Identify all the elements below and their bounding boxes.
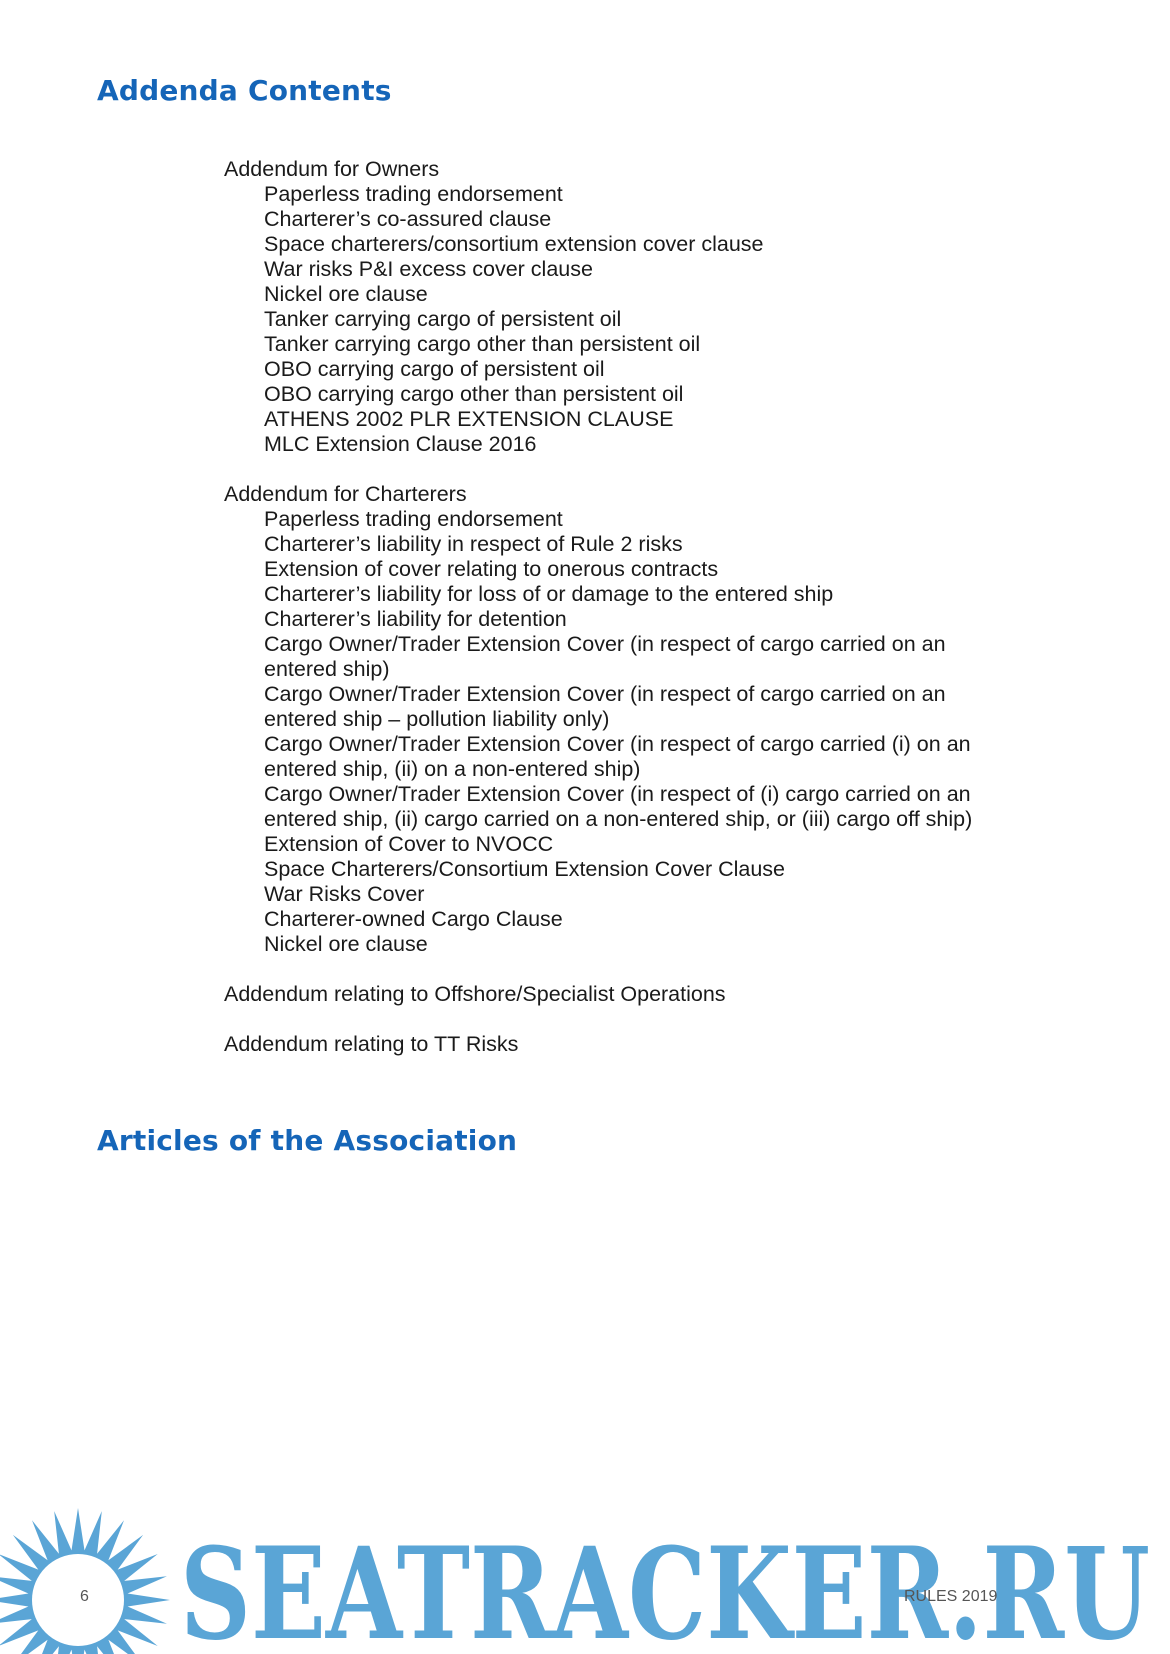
addenda-contents-heading: Addenda Contents [97, 74, 392, 107]
addendum-section [224, 157, 984, 457]
addendum-item: War Risks Cover [264, 882, 425, 906]
addendum-item: Space charterers/consortium extension cover clause [264, 232, 764, 256]
addendum-item: Cargo Owner/Trader Extension Cover (in respect of cargo carried on an entered ship – pollution liability only) [264, 682, 946, 731]
addendum-item: Tanker carrying cargo of persistent oil [264, 307, 622, 331]
addendum-section [224, 1032, 984, 1057]
addendum-item: Nickel ore clause [264, 932, 428, 956]
watermark-text: SEATRACKER.RU [180, 1520, 1150, 1654]
addendum-section-title: Addendum for Charterers [224, 482, 467, 506]
addendum-item-list [224, 507, 984, 957]
addendum-item: Charterer-owned Cargo Clause [264, 907, 563, 931]
addenda-contents-list [224, 157, 984, 1082]
addendum-item: Charterer’s liability for loss of or damage to the entered ship [264, 582, 834, 606]
addendum-item: Paperless trading endorsement [264, 507, 563, 531]
addendum-item: Charterer’s liability in respect of Rule 2 risks [264, 532, 683, 556]
addendum-section-title: Addendum relating to Offshore/Specialist Operations [224, 982, 726, 1006]
addendum-item-list [224, 182, 984, 457]
articles-heading: Articles of the Association [97, 1124, 518, 1157]
sun-core [32, 1554, 124, 1646]
addendum-item: Cargo Owner/Trader Extension Cover (in respect of (i) cargo carried on an entered ship, (ii) cargo carried on a non-entered ship, or (iii) cargo off ship) [264, 782, 973, 831]
addendum-item: Cargo Owner/Trader Extension Cover (in respect of cargo carried on an entered ship) [264, 632, 946, 681]
addendum-item: Space Charterers/Consortium Extension Cover Clause [264, 857, 786, 881]
addendum-item: Paperless trading endorsement [264, 182, 563, 206]
addendum-item: ATHENS 2002 PLR EXTENSION CLAUSE [264, 407, 674, 431]
addendum-section-title: Addendum relating to TT Risks [224, 1032, 519, 1056]
addendum-item: War risks P&I excess cover clause [264, 257, 593, 281]
addendum-item: Charterer’s liability for detention [264, 607, 567, 631]
watermark-logo [0, 1480, 1170, 1654]
page-number: 6 [80, 1588, 89, 1605]
addendum-item: Nickel ore clause [264, 282, 428, 306]
addendum-section [224, 982, 984, 1007]
addendum-item: Extension of Cover to NVOCC [264, 832, 554, 856]
addendum-item: OBO carrying cargo of persistent oil [264, 357, 605, 381]
addendum-section [224, 482, 984, 957]
running-title: RULES 2019 [904, 1588, 998, 1605]
addendum-item: Cargo Owner/Trader Extension Cover (in respect of cargo carried (i) on an entered ship, (ii) on a non-entered ship) [264, 732, 971, 781]
addendum-item: Tanker carrying cargo other than persistent oil [264, 332, 701, 356]
addendum-section-title: Addendum for Owners [224, 157, 440, 181]
addendum-item: Charterer’s co-assured clause [264, 207, 552, 231]
addendum-item: Extension of cover relating to onerous contracts [264, 557, 719, 581]
footer-watermark [0, 1480, 1170, 1654]
addendum-item: OBO carrying cargo other than persistent oil [264, 382, 684, 406]
sun-icon [0, 1508, 170, 1654]
addendum-item: MLC Extension Clause 2016 [264, 432, 537, 456]
